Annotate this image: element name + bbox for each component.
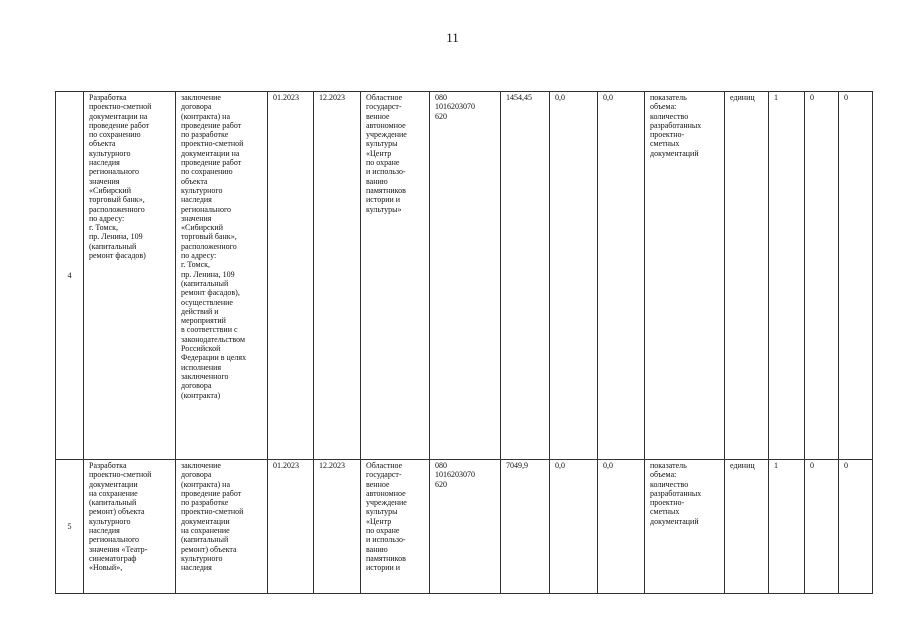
amount: 7049,9 <box>501 460 550 594</box>
quantity-2: 0 <box>805 92 839 460</box>
row-number: 5 <box>56 460 84 594</box>
page-number: 11 <box>446 30 459 45</box>
quantity-3: 0 <box>839 92 873 460</box>
indicator: показатель объема: количество разработанных проектно- сметных документаций <box>645 460 725 594</box>
executor: Областное государст- венное автономное учреждение культуры «Центр по охране и использо- ванию памятников истории и <box>361 460 430 594</box>
event-description: заключение договора (контракта) на проведение работ по разработке проектно-сметной документации на проведение работ по сохранению объекта культурного наследия регионального значения «Сибирский торговый банк», расположенного по адресу: г. Томск, пр. Ленина, 109 (капитальный ремонт фасадов), осуществление действий и мероприятий в соответствии с законодательством Российской Федерации в целях исполнения заключенного договора (контракта) <box>176 92 268 460</box>
table-row <box>56 92 873 460</box>
quantity-1: 1 <box>769 92 805 460</box>
budget-code: 080 1016203070 620 <box>430 460 501 594</box>
end-date: 12.2023 <box>314 460 361 594</box>
amount: 1454,45 <box>501 92 550 460</box>
value-1: 0,0 <box>550 92 598 460</box>
end-date: 12.2023 <box>314 92 361 460</box>
indicator: показатель объема: количество разработанных проектно- сметных документаций <box>645 92 725 460</box>
executor: Областное государст- венное автономное учреждение культуры «Центр по охране и использо- ванию памятников истории и культуры» <box>361 92 430 460</box>
quantity-3: 0 <box>839 460 873 594</box>
start-date: 01.2023 <box>268 460 314 594</box>
event-name: Разработка проектно-сметной документации на сохранение (капитальный ремонт) объекта культурного наследия регионального значения «Театр- синематограф «Новый», <box>84 460 176 594</box>
table-row <box>56 460 873 594</box>
event-name: Разработка проектно-сметной документации на проведение работ по сохранению объекта культурного наследия регионального значения «Сибирский торговый банк», расположенного по адресу: г. Томск, пр. Ленина, 109 (капитальный ремонт фасадов) <box>84 92 176 460</box>
quantity-1: 1 <box>769 460 805 594</box>
value-2: 0,0 <box>598 92 645 460</box>
value-2: 0,0 <box>598 460 645 594</box>
row-number: 4 <box>56 92 84 460</box>
event-description: заключение договора (контракта) на проведение работ по разработке проектно-сметной документации на сохранение (капитальный ремонт) объекта культурного наследия <box>176 460 268 594</box>
value-1: 0,0 <box>550 460 598 594</box>
unit: единиц <box>725 460 769 594</box>
start-date: 01.2023 <box>268 92 314 460</box>
quantity-2: 0 <box>805 460 839 594</box>
program-table <box>55 91 873 594</box>
unit: единиц <box>725 92 769 460</box>
budget-code: 080 1016203070 620 <box>430 92 501 460</box>
